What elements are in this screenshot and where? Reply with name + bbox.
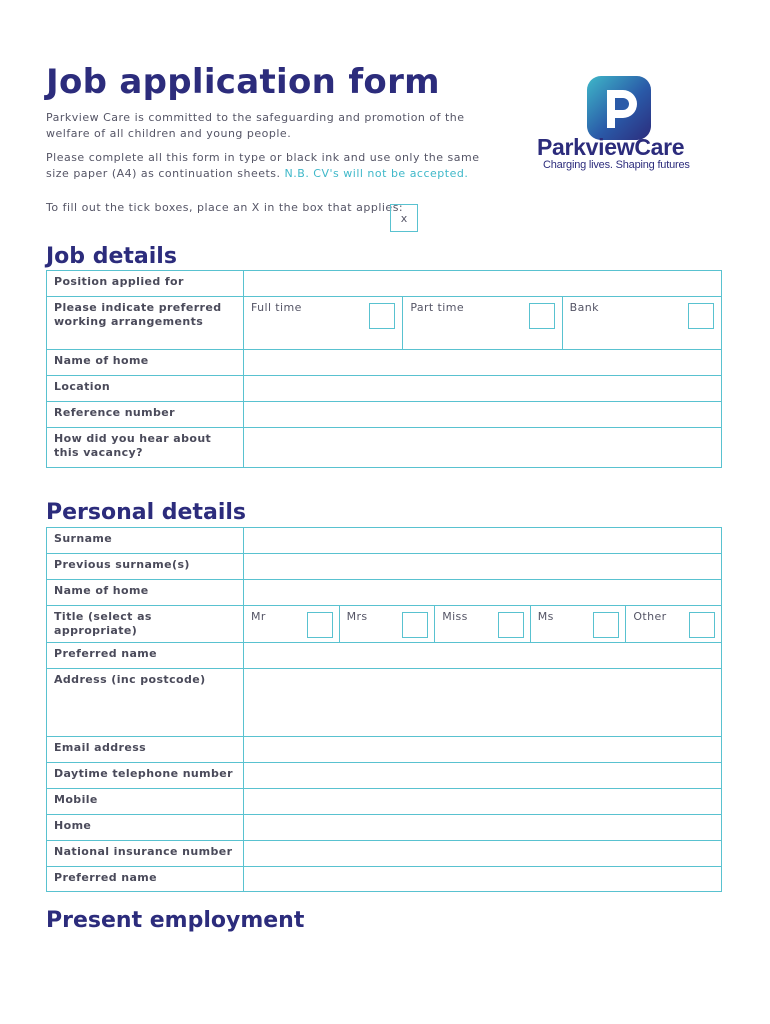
reference-label: Reference number (47, 402, 244, 428)
personal-details-heading: Personal details (46, 500, 247, 525)
table-row (47, 271, 722, 297)
surname-input[interactable] (244, 528, 722, 554)
title-option-mr (244, 606, 340, 643)
previous-surname-label: Previous surname(s) (47, 554, 244, 580)
option-label: Other (633, 610, 667, 623)
option-label: Miss (442, 610, 468, 623)
option-label: Full time (251, 301, 302, 314)
position-label: Position applied for (47, 271, 244, 297)
part-time-checkbox[interactable] (529, 303, 555, 329)
tick-example-box: x (390, 204, 418, 232)
option-full-time (244, 297, 403, 350)
table-row (47, 402, 722, 428)
title-option-mrs (339, 606, 435, 643)
logo-tagline: Charging lives. Shaping futures (543, 159, 690, 171)
table-row (47, 528, 722, 554)
position-input[interactable] (244, 271, 722, 297)
option-bank (562, 297, 721, 350)
title-option-ms (530, 606, 626, 643)
title-label: Title (select as appropriate) (47, 606, 244, 643)
mobile-input[interactable] (244, 789, 722, 815)
table-row (47, 841, 722, 867)
location-input[interactable] (244, 376, 722, 402)
daytime-phone-label: Daytime telephone number (47, 763, 244, 789)
parkview-care-logo (537, 76, 707, 176)
table-row (47, 606, 722, 643)
job-details-heading: Job details (46, 244, 177, 269)
preferred-name-2-label: Preferred name (47, 867, 244, 892)
email-label: Email address (47, 737, 244, 763)
surname-label: Surname (47, 528, 244, 554)
hear-input[interactable] (244, 428, 722, 468)
mr-checkbox[interactable] (307, 612, 333, 638)
option-label: Ms (537, 610, 554, 623)
page-title: Job application form (46, 62, 440, 102)
hear-label: How did you hear about this vacancy? (47, 428, 244, 468)
bank-checkbox[interactable] (688, 303, 714, 329)
full-time-checkbox[interactable] (369, 303, 395, 329)
table-row (47, 580, 722, 606)
table-row (47, 297, 722, 350)
previous-surname-input[interactable] (244, 554, 722, 580)
arrangements-label: Please indicate preferred working arrangements (47, 297, 244, 350)
option-part-time (403, 297, 562, 350)
intro-instructions (46, 150, 506, 182)
job-details-table (46, 270, 722, 468)
table-row (47, 669, 722, 737)
intro-tick-boxes: To fill out the tick boxes, place an X in the box that applies: (46, 201, 404, 214)
intro-instructions-text: Please complete all this form in type or black ink and use only the same size paper (A4) as continuation sheets. (46, 151, 480, 180)
location-label: Location (47, 376, 244, 402)
option-label: Part time (410, 301, 464, 314)
name-of-home-input[interactable] (244, 350, 722, 376)
mrs-checkbox[interactable] (402, 612, 428, 638)
mobile-label: Mobile (47, 789, 244, 815)
table-row (47, 763, 722, 789)
title-option-other (626, 606, 722, 643)
ms-checkbox[interactable] (593, 612, 619, 638)
table-row (47, 737, 722, 763)
home-phone-input[interactable] (244, 815, 722, 841)
table-row (47, 815, 722, 841)
preferred-name-2-input[interactable] (244, 867, 722, 892)
present-employment-heading: Present employment (46, 908, 305, 933)
name-of-home-label: Name of home (47, 350, 244, 376)
option-label: Bank (569, 301, 599, 314)
option-label: Mr (251, 610, 266, 623)
intro-safeguarding: Parkview Care is committed to the safeguarding and promotion of the welfare of all children and young people. (46, 111, 465, 140)
logo-mark-icon (587, 76, 651, 140)
table-row (47, 554, 722, 580)
title-option-miss (435, 606, 531, 643)
personal-details-table (46, 527, 722, 892)
address-input[interactable] (244, 669, 722, 737)
preferred-name-label: Preferred name (47, 643, 244, 669)
table-row (47, 789, 722, 815)
address-label: Address (inc postcode) (47, 669, 244, 737)
name-of-home-label: Name of home (47, 580, 244, 606)
table-row (47, 350, 722, 376)
table-row (47, 428, 722, 468)
logo-name: ParkviewCare (537, 134, 685, 160)
preferred-name-input[interactable] (244, 643, 722, 669)
miss-checkbox[interactable] (498, 612, 524, 638)
option-label: Mrs (346, 610, 368, 623)
table-row (47, 376, 722, 402)
other-checkbox[interactable] (689, 612, 715, 638)
ni-number-input[interactable] (244, 841, 722, 867)
table-row (47, 643, 722, 669)
name-of-home-input[interactable] (244, 580, 722, 606)
cv-notice: N.B. CV's will not be accepted. (284, 167, 469, 180)
table-row (47, 867, 722, 892)
home-phone-label: Home (47, 815, 244, 841)
daytime-phone-input[interactable] (244, 763, 722, 789)
email-input[interactable] (244, 737, 722, 763)
ni-number-label: National insurance number (47, 841, 244, 867)
reference-input[interactable] (244, 402, 722, 428)
